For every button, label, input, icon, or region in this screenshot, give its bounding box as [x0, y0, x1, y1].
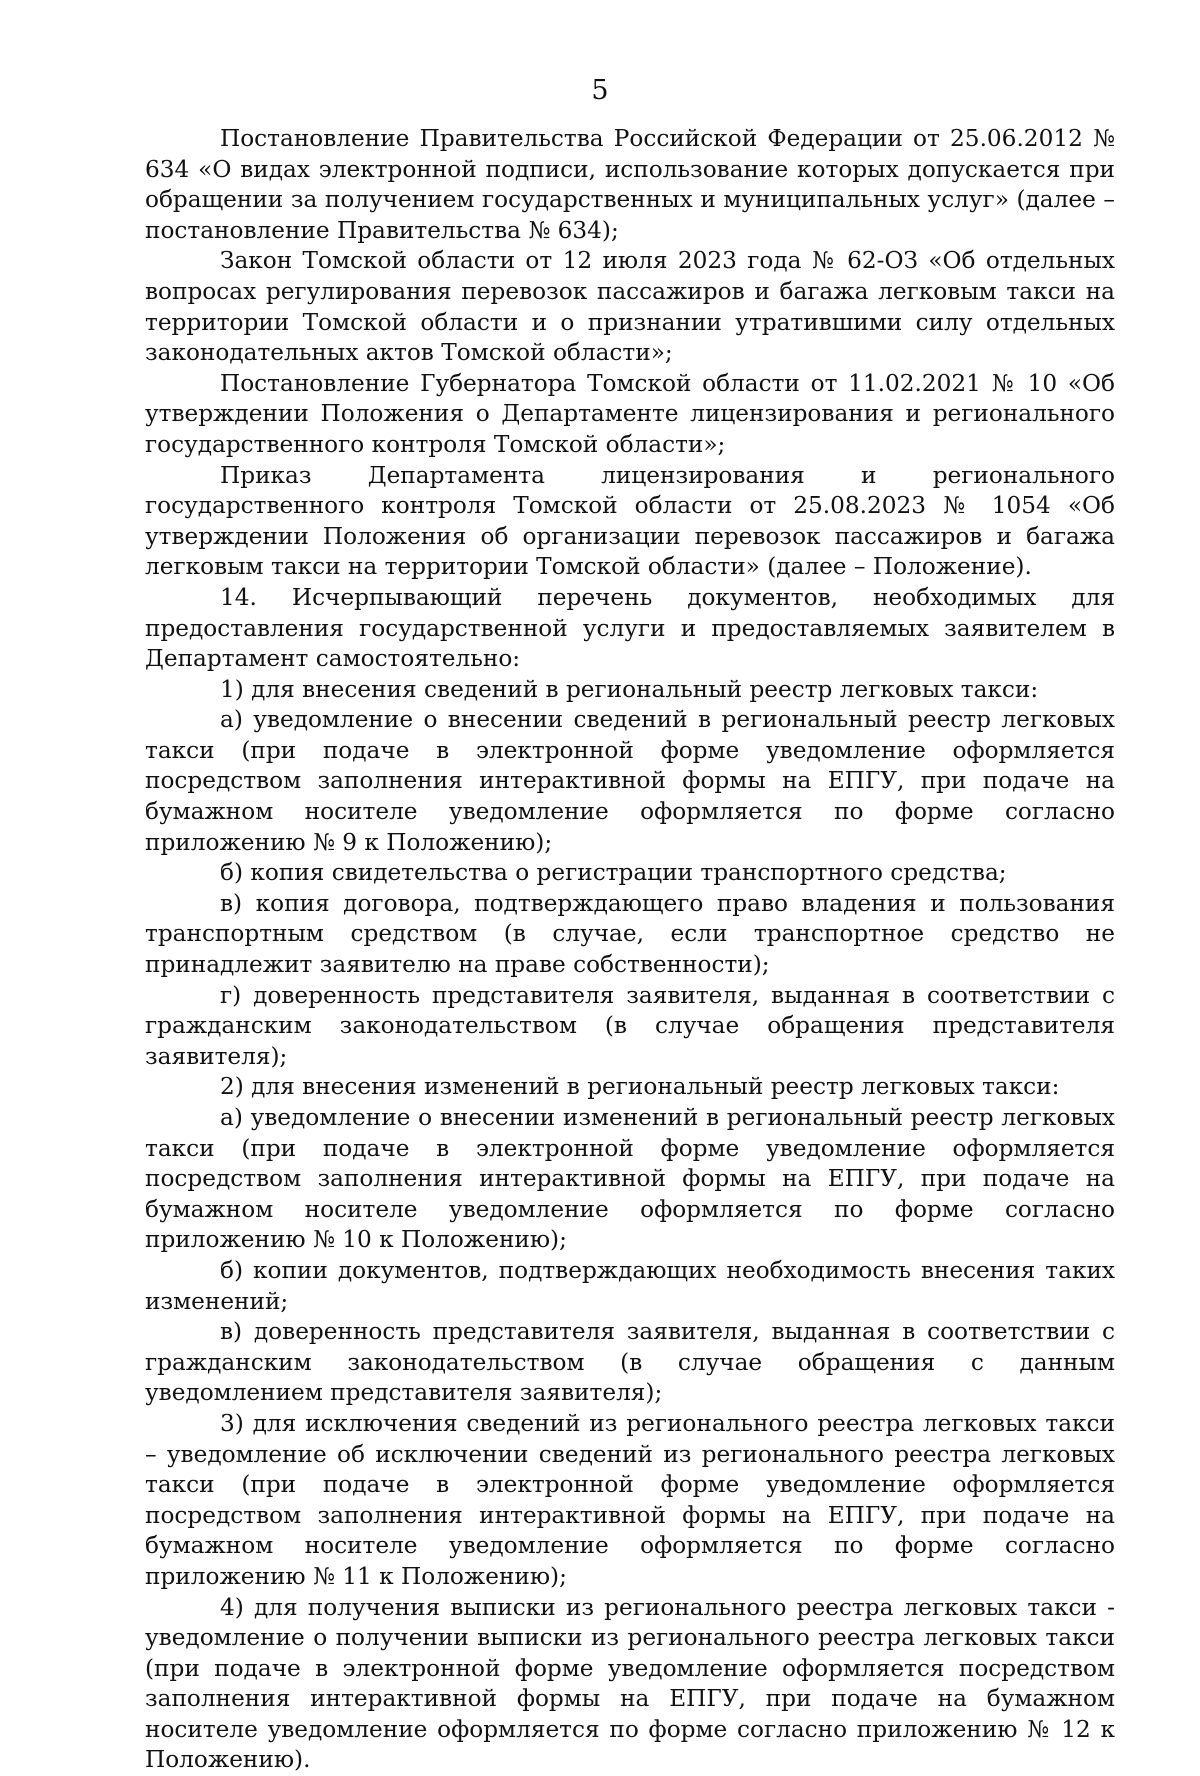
paragraph-subitem-1a: а) уведомление о внесении сведений в региональный реестр легковых такси (при подаче в электронной форме уведомление оформляется посредством заполнения интерактивной формы на ЕПГУ, при подаче на бумажном носителе уведомление оформляется по форме согласно приложению № 9 к Положению);: [145, 705, 1115, 858]
paragraph-subitem-2: 2) для внесения изменений в региональный реестр легковых такси:: [145, 1072, 1115, 1103]
paragraph-subitem-2a: а) уведомление о внесении изменений в региональный реестр легковых такси (при подаче в электронной форме уведомление оформляется посредством заполнения интерактивной формы на ЕПГУ, при подаче на бумажном носителе уведомление оформляется по форме согласно приложению № 10 к Положению);: [145, 1103, 1115, 1256]
paragraph-subitem-1v: в) копия договора, подтверждающего право владения и пользования транспортным средством (в случае, если транспортное средство не принадлежит заявителю на праве собственности);: [145, 889, 1115, 981]
paragraph-subitem-1b: б) копия свидетельства о регистрации транспортного средства;: [145, 858, 1115, 889]
document-body: [145, 124, 1115, 1776]
paragraph-governor-resolution-10: Постановление Губернатора Томской области от 11.02.2021 № 10 «Об утверждении Положения о Департаменте лицензирования и регионального государственного контроля Томской области»;: [145, 369, 1115, 461]
paragraph-subitem-2v: в) доверенность представителя заявителя, выданная в соответствии с гражданским законодательством (в случае обращения с данным уведомлением представителя заявителя);: [145, 1317, 1115, 1409]
paragraph-subitem-1g: г) доверенность представителя заявителя, выданная в соответствии с гражданским законодательством (в случае обращения представителя заявителя);: [145, 981, 1115, 1073]
paragraph-subitem-3: 3) для исключения сведений из регионального реестра легковых такси – уведомление об исключении сведений из регионального реестра легковых такси (при подаче в электронной форме уведомление оформляется посредством заполнения интерактивной формы на ЕПГУ, при подаче на бумажном носителе уведомление оформляется по форме согласно приложению № 11 к Положению);: [145, 1409, 1115, 1593]
paragraph-item-14: 14. Исчерпывающий перечень документов, необходимых для предоставления государственной услуги и предоставляемых заявителем в Департамент самостоятельно:: [145, 583, 1115, 675]
page-number: 5: [0, 76, 1200, 106]
paragraph-subitem-1: 1) для внесения сведений в региональный реестр легковых такси:: [145, 675, 1115, 706]
paragraph-tomsk-law-62: Закон Томской области от 12 июля 2023 года № 62-ОЗ «Об отдельных вопросах регулирования перевозок пассажиров и багажа легковым такси на территории Томской области и о признании утратившими силу отдельных законодательных актов Томской области»;: [145, 246, 1115, 368]
paragraph-subitem-2b: б) копии документов, подтверждающих необходимость внесения таких изменений;: [145, 1256, 1115, 1317]
paragraph-subitem-4: 4) для получения выписки из регионального реестра легковых такси - уведомление о получении выписки из регионального реестра легковых такси (при подаче в электронной форме уведомление оформляется посредством заполнения интерактивной формы на ЕПГУ, при подаче на бумажном носителе уведомление оформляется по форме согласно приложению № 12 к Положению).: [145, 1593, 1115, 1776]
paragraph-resolution-634: Постановление Правительства Российской Федерации от 25.06.2012 № 634 «О видах электронной подписи, использование которых допускается при обращении за получением государственных и муниципальных услуг» (далее – постановление Правительства № 634);: [145, 124, 1115, 246]
paragraph-order-1054: Приказ Департамента лицензирования и регионального государственного контроля Томской области от 25.08.2023 № 1054 «Об утверждении Положения об организации перевозок пассажиров и багажа легковым такси на территории Томской области» (далее – Положение).: [145, 461, 1115, 583]
